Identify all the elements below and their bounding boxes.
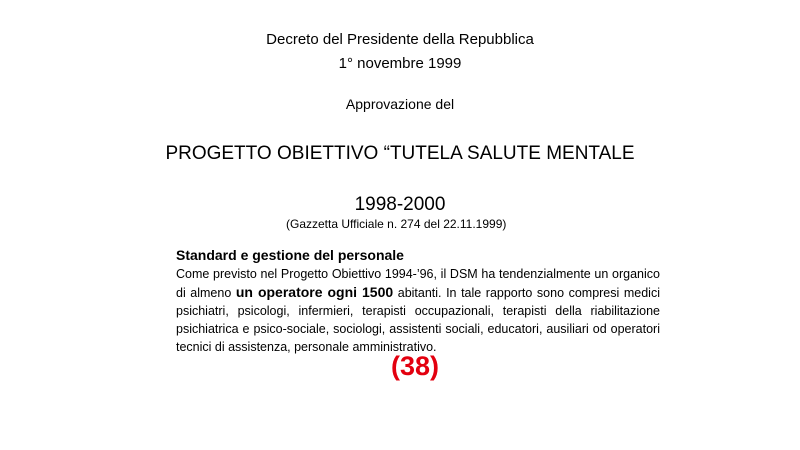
section-body-emphasis: un operatore ogni 1500 — [235, 284, 394, 300]
decree-date: 1° novembre 1999 — [338, 55, 462, 72]
section-body-text-1: Come previsto nel Progetto Obiettivo 1994-’96, il DSM ha tendenzialmente un organico di almeno — [176, 267, 660, 300]
project-years: 1998-2000 — [354, 194, 446, 215]
section-body — [176, 265, 660, 356]
project-title: PROGETTO OBIETTIVO “TUTELA SALUTE MENTALE — [165, 143, 635, 164]
gazette-reference: (Gazzetta Ufficiale n. 274 del 22.11.1999) — [286, 217, 507, 231]
section-body-text-2: abitanti. In tale rapporto sono compresi medici psichiatri, psicologi, infermieri, terapisti occupazionali, terapisti della riabilitazione psichiatrica e psico-sociale, sociologi, assistenti sociali, educatori, ausiliari od operatori tecnici di assistenza, personale amministrativo. — [176, 286, 660, 354]
approval-line: Approvazione del — [345, 96, 455, 112]
reference-number: (38) — [390, 351, 439, 381]
section-heading: Standard e gestione del personale — [176, 247, 404, 263]
decree-title: Decreto del Presidente della Repubblica — [266, 31, 534, 48]
staffing-section — [176, 246, 660, 356]
